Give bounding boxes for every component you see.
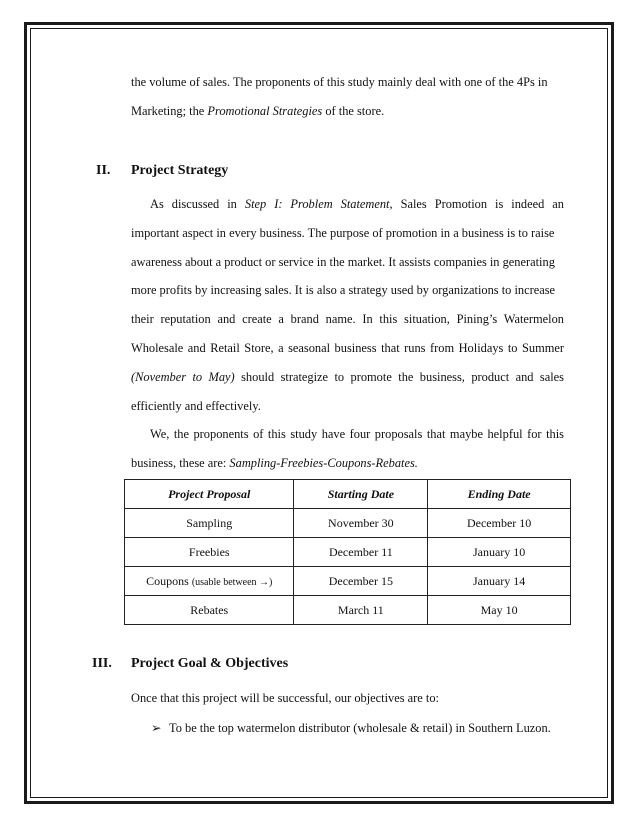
proposals-paragraph bbox=[131, 420, 564, 478]
table-row bbox=[125, 509, 571, 538]
objective-bullet-item bbox=[151, 720, 551, 736]
strategy-line-6: Wholesale and Retail Store, a seasonal business that runs from Holidays to Summer bbox=[131, 340, 564, 355]
intro-line-2: Marketing; the Promotional Strategies of the store. bbox=[131, 103, 385, 118]
cell-proposal-note: (usable between →) bbox=[191, 576, 273, 588]
cell-end: December 10 bbox=[428, 509, 571, 538]
cell-proposal: Freebies bbox=[125, 538, 294, 567]
project-proposal-table bbox=[124, 479, 571, 625]
cell-proposal: Rebates bbox=[125, 596, 294, 625]
strategy-line-8: efficiently and effectively. bbox=[131, 398, 261, 413]
cell-end: January 14 bbox=[428, 567, 571, 596]
section-3-title: Project Goal & Objectives bbox=[131, 656, 289, 671]
intro-paragraph bbox=[131, 68, 564, 126]
section-3-number: III. bbox=[92, 656, 112, 671]
header-starting-date: Starting Date bbox=[294, 480, 428, 509]
cell-start: December 11 bbox=[294, 538, 428, 567]
strategy-paragraph bbox=[131, 190, 564, 420]
proposals-line-2: business, these are: Sampling-Freebies-Coupons-Rebates. bbox=[131, 455, 418, 470]
objectives-intro bbox=[131, 684, 564, 713]
strategy-line-7: (November to May) should strategize to promote the business, product and sales bbox=[131, 369, 564, 384]
table-header-row bbox=[125, 480, 571, 509]
header-ending-date: Ending Date bbox=[428, 480, 571, 509]
cell-start: November 30 bbox=[294, 509, 428, 538]
table-row bbox=[125, 596, 571, 625]
proposals-line-1: We, the proponents of this study have four proposals that maybe helpful for this bbox=[150, 427, 564, 441]
objective-text: To be the top watermelon distributor (wholesale & retail) in Southern Luzon. bbox=[169, 721, 551, 735]
strategy-line-5: their reputation and create a brand name. In this situation, Pining’s Watermelon bbox=[131, 312, 564, 327]
cell-proposal: Coupons (usable between →) bbox=[125, 567, 294, 596]
intro-line-1: the volume of sales. The proponents of this study mainly deal with one of the 4Ps in bbox=[131, 75, 548, 89]
strategy-line-3: awareness about a product or service in the market. It assists companies in generating bbox=[131, 254, 555, 269]
table-row bbox=[125, 538, 571, 567]
header-project-proposal: Project Proposal bbox=[125, 480, 294, 509]
strategy-line-1: As discussed in Step I: Problem Statement, Sales Promotion is indeed an bbox=[150, 197, 564, 211]
objectives-intro-line: Once that this project will be successful, our objectives are to: bbox=[131, 691, 439, 705]
cell-end: May 10 bbox=[428, 596, 571, 625]
arrow-bullet-icon: ➢ bbox=[151, 721, 162, 735]
strategy-line-2: important aspect in every business. The purpose of promotion in a business is to raise bbox=[131, 225, 555, 240]
cell-end: January 10 bbox=[428, 538, 571, 567]
table-row bbox=[125, 567, 571, 596]
section-2-number: II. bbox=[96, 163, 111, 178]
section-2-title: Project Strategy bbox=[131, 163, 229, 178]
strategy-line-4: more profits by increasing sales. It is also a strategy used by organizations to increase bbox=[131, 283, 556, 298]
cell-start: March 11 bbox=[294, 596, 428, 625]
cell-start: December 15 bbox=[294, 567, 428, 596]
cell-proposal: Sampling bbox=[125, 509, 294, 538]
